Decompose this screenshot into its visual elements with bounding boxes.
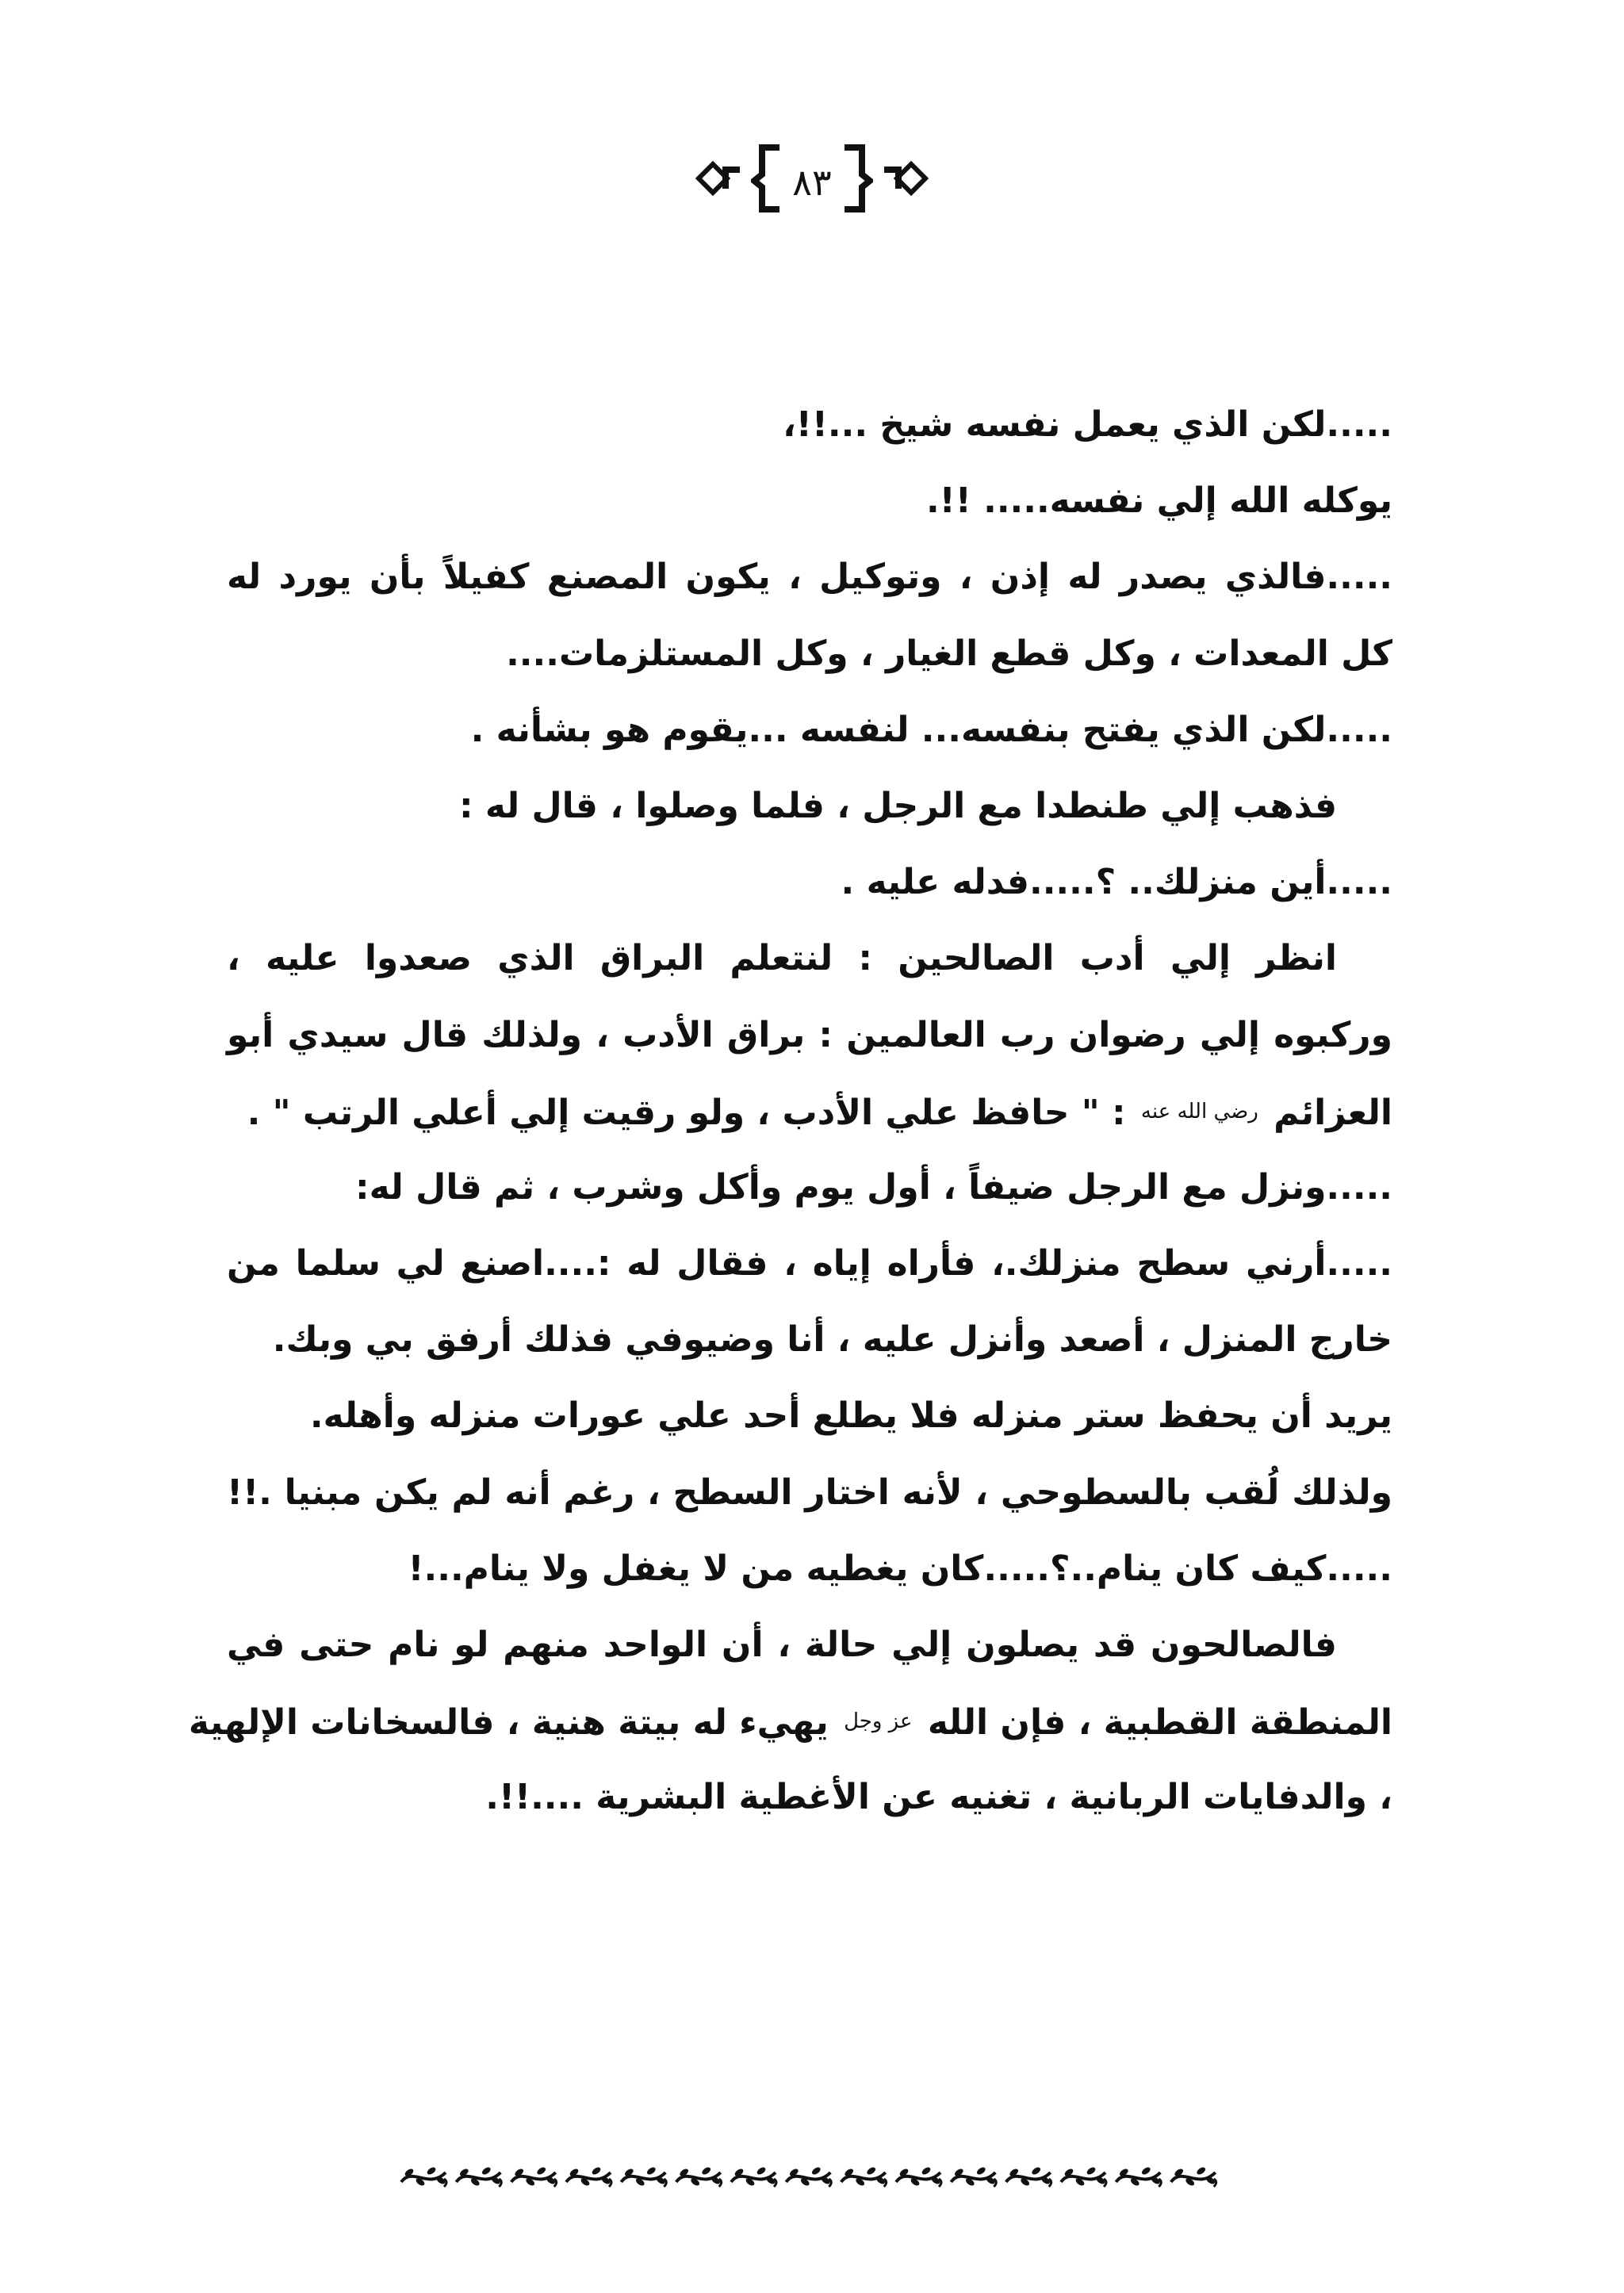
text-line: .....ونزل مع الرجل ضيفاً ، أول يوم وأكل وشرب ، ثم قال له: [355,1166,1392,1208]
floral-motif [566,2166,611,2188]
honorific-ligature: رضي الله عنه [1140,1099,1258,1124]
right-bracket-ornament-icon [841,143,873,214]
floral-motif [456,2166,501,2188]
text-line: انظر إلي أدب الصالحين : لنتعلم البراق الذي صعدوا عليه ، [227,938,1337,979]
text-line: خارج المنزل ، أصعد وأنزل عليه ، أنا وضيوفي فذلك أرفق بي وبك. [272,1319,1392,1361]
left-bracket-ornament-icon [751,143,783,214]
page-body-text [188,387,1392,1836]
floral-motif [1171,2166,1216,2188]
floral-motif [731,2166,776,2188]
text-line: .....لكن الذي يعمل نفسه شيخ ...!!، [783,404,1392,445]
floral-motif [401,2166,446,2188]
floral-motif [951,2166,996,2188]
floral-motif [1061,2166,1106,2188]
text-segment: العزائم [1274,1092,1392,1133]
floral-border-ornament-icon [396,2158,1221,2195]
honorific-ligature: عز وجل [844,1709,913,1734]
floral-motif [1116,2166,1161,2188]
text-segment: يهيء له بيتة هنية ، فالسخانات الإلهية [188,1702,829,1744]
text-line: .....أرني سطح منزلك.، فأراه إياه ، فقال له :....اصنع لي سلما من [227,1243,1392,1284]
floral-motif [786,2166,831,2188]
text-line: وركبوه إلي رضوان رب العالمين : براق الأدب ، ولذلك قال سيدي أبو [227,1014,1392,1055]
text-line [188,1683,1392,1759]
floral-motif [621,2166,666,2188]
floral-motif [511,2166,557,2188]
text-line: فالصالحون قد يصلون إلي حالة ، أن الواحد منهم لو نام حتى في [227,1625,1337,1665]
text-line: يوكله الله إلي نفسه..... !!. [925,480,1392,522]
text-segment: المنطقة القطبية ، فإن الله [927,1702,1392,1744]
text-line: .....فالذي يصدر له إذن ، وتوكيل ، يكون المصنع كفيلاً بأن يورد له [227,557,1392,598]
left-diamond-ornament-icon [691,151,746,206]
floral-motif [1006,2166,1051,2188]
floral-motif [841,2166,887,2188]
text-line: .....أين منزلك.. ؟.....فدله عليه . [841,862,1392,903]
text-line: فذهب إلي طنطدا مع الرجل ، فلما وصلوا ، قال له : [459,785,1337,826]
text-line: يريد أن يحفظ ستر منزله فلا يطلع أحد علي عورات منزله وأهله. [309,1395,1392,1437]
right-diamond-ornament-icon [878,151,933,206]
floral-motif [676,2166,722,2188]
text-line: ، والدفايات الربانية ، تغنيه عن الأغطية البشرية ....!!. [485,1777,1392,1818]
text-segment: : " حافظ علي الأدب ، ولو رقيت إلي أعلي الرتب " . [247,1092,1126,1133]
page-header [0,135,1624,222]
text-line: كل المعدات ، وكل قطع الغيار ، وكل المستلزمات.... [506,633,1392,674]
floral-motif [896,2166,941,2188]
text-line: ولذلك لُقب بالسطوحي ، لأنه اختار السطح ، رغم أنه لم يكن مبنيا .!! [227,1472,1392,1513]
text-line [227,1074,1392,1150]
text-line: .....لكن الذي يفتح بنفسه... لنفسه ...يقوم هو بشأنه . [470,709,1392,750]
text-line: .....كيف كان ينام..؟.....كان يغطيه من لا يغفل ولا ينام...! [408,1548,1392,1589]
header-ornament [691,143,933,214]
page-number: ٨٣ [792,161,832,204]
